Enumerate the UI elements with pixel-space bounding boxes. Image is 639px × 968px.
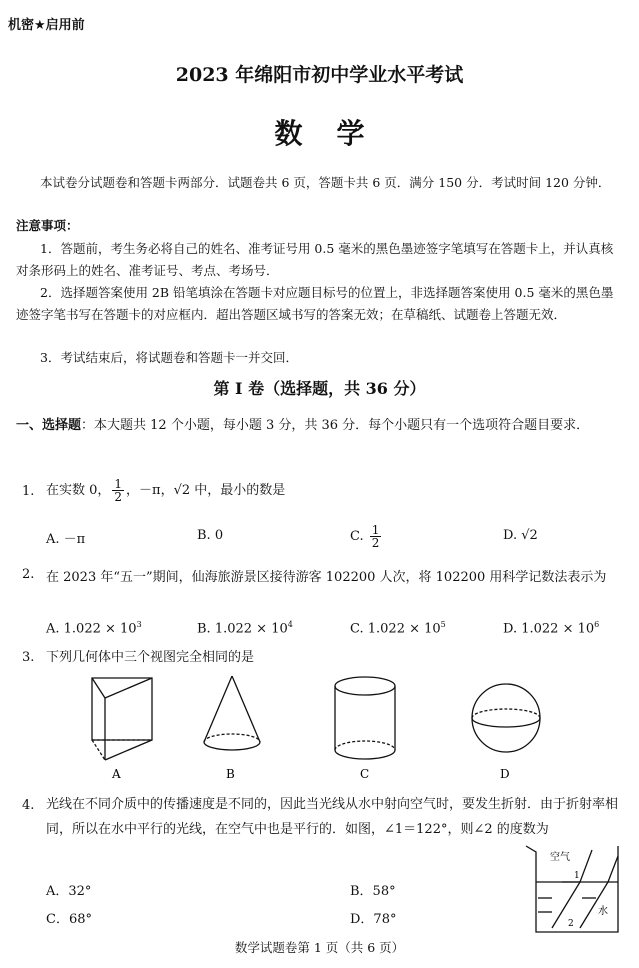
q2-d-base: D. 1.022 × 10 bbox=[503, 621, 595, 637]
q2-c-base: C. 1.022 × 10 bbox=[350, 621, 441, 637]
q3-label-d: D bbox=[500, 767, 510, 781]
q1-option-c-num: 1 bbox=[371, 523, 380, 537]
cone-figure bbox=[204, 676, 260, 750]
fig-water-label: 水 bbox=[598, 906, 608, 917]
q3-label-c: C bbox=[360, 767, 370, 781]
part-title: 第 I 卷（选择题，共 36 分） bbox=[213, 379, 426, 398]
q1-frac-num: 1 bbox=[114, 477, 123, 491]
q4-option-b: B．58° bbox=[350, 884, 396, 899]
q2-option-d bbox=[503, 620, 599, 636]
notice-title: 注意事项： bbox=[16, 218, 79, 233]
q2-number: 2. bbox=[22, 567, 35, 582]
notice-item-1: 1．答题前，考生务必将自己的姓名、准考证号用 0.5 毫米的黑色墨迹签字笔填写在答题卡上，并认真核对条形码上的姓名、准考证号、考点、考场号． bbox=[16, 241, 614, 278]
section-text: ：本大题共 12 个小题，每小题 3 分，共 36 分．每个小题只有一个选项符合题目要求． bbox=[81, 418, 590, 433]
confidential-label: 机密★启用前 bbox=[8, 18, 85, 33]
cylinder-figure bbox=[335, 677, 395, 759]
q1-option-d: D. √2 bbox=[503, 528, 538, 543]
section-heading bbox=[16, 412, 624, 440]
q2-a-base: A. 1.022 × 10 bbox=[46, 621, 137, 637]
q4-option-a: A．32° bbox=[46, 884, 92, 899]
notice-item-3: 3．考试结束后，将试题卷和答题卡一并交回． bbox=[40, 350, 298, 365]
q3-number: 3. bbox=[22, 650, 35, 665]
section-label: 一、选择题 bbox=[16, 418, 82, 433]
fig-angle-2: 2 bbox=[568, 919, 574, 929]
q1-option-c-den: 2 bbox=[371, 536, 380, 550]
q1-stem bbox=[46, 478, 606, 503]
q4-number: 4. bbox=[22, 798, 35, 813]
q2-stem: 在 2023 年“五一”期间，仙海旅游景区接待游客 102200 人次，将 102200 用科学记数法表示为 bbox=[46, 570, 607, 585]
q2-b-base: B. 1.022 × 10 bbox=[197, 621, 288, 637]
fig-angle-1: 1 bbox=[574, 871, 580, 881]
q2-a-exp: 3 bbox=[136, 620, 142, 629]
q2-option-b bbox=[197, 620, 293, 636]
fig-air-label: 空气 bbox=[550, 852, 570, 863]
q1-stem-a: 在实数 0， bbox=[46, 483, 111, 498]
q2-option-a bbox=[46, 620, 142, 636]
q4-stem: 光线在不同介质中的传播速度是不同的，因此当光线从水中射向空气时，要发生折射．由于折射率相同，所以在水中平行的光线，在空气中也是平行的．如图，∠1＝122°，则∠2 的度数为 bbox=[46, 797, 619, 837]
q3-stem: 下列几何体中三个视图完全相同的是 bbox=[46, 650, 255, 665]
q3-label-a: A bbox=[112, 767, 121, 781]
q1-option-b: B. 0 bbox=[197, 528, 224, 543]
page-footer: 数学试题卷第 1 页（共 6 页） bbox=[234, 940, 405, 955]
q4-option-d: D．78° bbox=[350, 912, 397, 927]
q1-number: 1. bbox=[22, 484, 35, 499]
intro-paragraph: 本试卷分试题卷和答题卡两部分．试题卷共 6 页，答题卡共 6 页．满分 150 分．考试时间 120 分钟． bbox=[40, 175, 611, 190]
q1-option-c bbox=[350, 524, 383, 549]
sphere-figure bbox=[472, 684, 540, 752]
q2-b-exp: 4 bbox=[287, 620, 293, 629]
q2-d-exp: 6 bbox=[594, 620, 600, 629]
q2-option-c bbox=[350, 620, 446, 636]
q3-figures bbox=[60, 668, 560, 784]
prism-figure bbox=[92, 678, 152, 760]
q2-c-exp: 5 bbox=[440, 620, 446, 629]
q3-label-b: B bbox=[226, 767, 235, 781]
q4-option-c: C．68° bbox=[46, 912, 92, 927]
exam-title: 2023 年绵阳市初中学业水平考试 bbox=[175, 64, 464, 86]
q4-refraction-figure bbox=[522, 842, 630, 938]
notice-item-2: 2．选择题答案使用 2B 铅笔填涂在答题卡对应题目标号的位置上，非选择题答案使用 0.5 毫米的黑色墨迹签字笔书写在答题卡的对应框内．超出答题区域书写的答案无效；在草稿纸、试题卷上答题无效． bbox=[16, 285, 614, 322]
q1-option-c-fraction bbox=[370, 524, 382, 549]
q1-option-c-prefix: C. bbox=[350, 529, 364, 544]
subject-title: 数学 bbox=[274, 117, 399, 150]
q1-stem-b: ，－π，√2 中，最小的数是 bbox=[126, 483, 286, 498]
q1-fraction bbox=[112, 478, 124, 503]
q1-option-a: A. －π bbox=[46, 532, 86, 547]
q1-frac-den: 2 bbox=[114, 490, 123, 504]
